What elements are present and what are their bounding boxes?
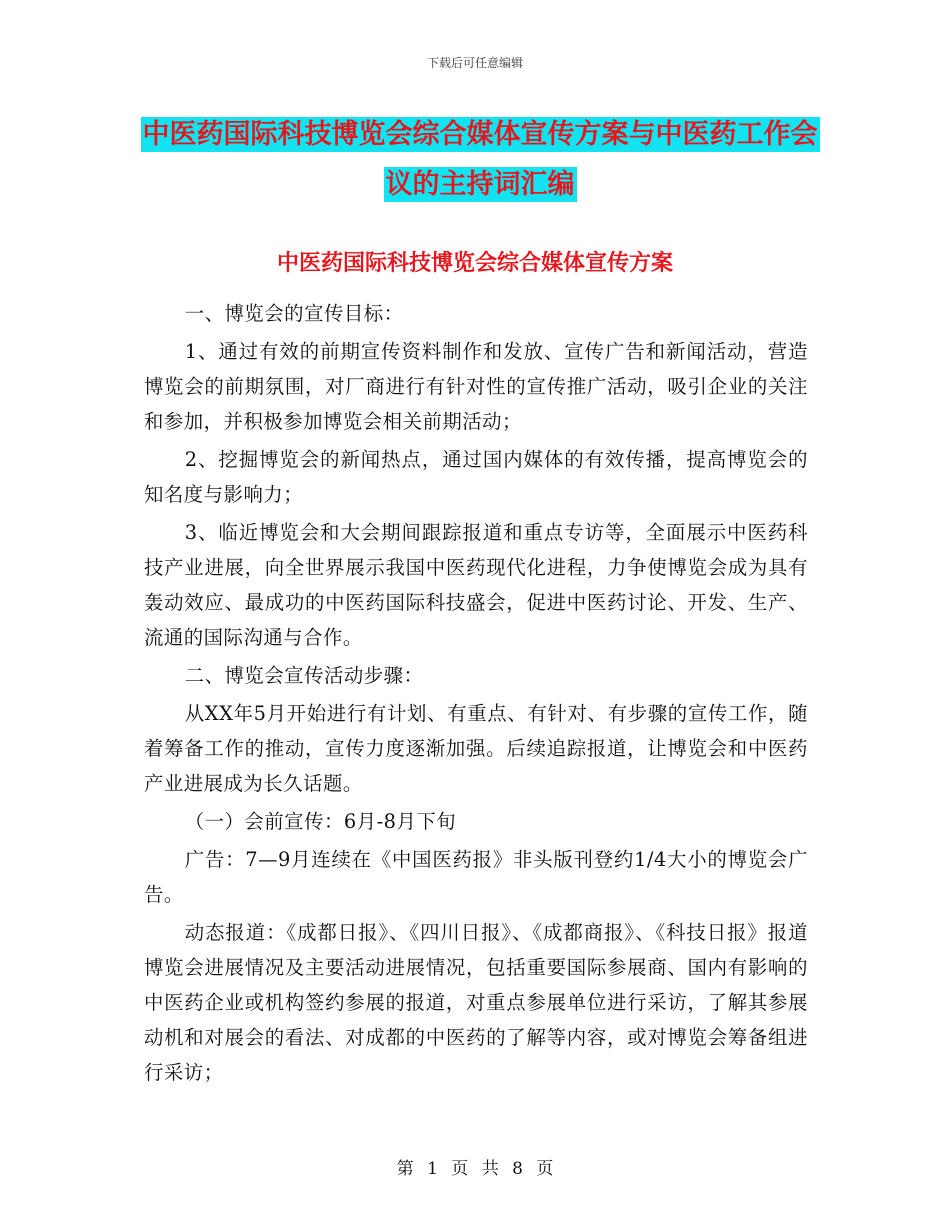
paragraph-goal-heading: 一、博览会的宣传目标： (184, 302, 404, 325)
paragraph-goal-3: 3、临近博览会和大会期间跟踪报道和重点专访等，全面展示中医药科技产业进展，向全世界展示我国中医药现代化进程，力争使博览会成为具有轰动效应、最成功的中医药国际科技盛会，促进中医药讨论、开发、生产、流通的国际沟通与合作。 (144, 521, 808, 649)
header-note: 下载后可任意编辑 (426, 56, 523, 70)
paragraph-pre-event-heading: （一）会前宣传：6月-8月下旬 (184, 810, 457, 833)
document-title-text: 中医药国际科技博览会综合媒体宣传方案与中医药工作会议的主持词汇编 (142, 119, 818, 200)
document-body (144, 296, 808, 1093)
paragraph-goal-2: 2、挖掘博览会的新闻热点，通过国内媒体的有效传播，提高博览会的知名度与影响力； (144, 448, 808, 506)
paragraph-steps-heading: 二、博览会宣传活动步骤： (184, 664, 424, 687)
section-title: 中医药国际科技博览会综合媒体宣传方案 (276, 251, 673, 276)
paragraph-news-reports: 动态报道：《成都日报》、《四川日报》、《成都商报》、《科技日报》报道博览会进展情况及主要活动进展情况，包括重要国际参展商、国内有影响的中医药企业或机构签约参展的报道，对重点参展单位进行采访，了解其参展动机和对展会的看法、对成都的中医药的了解等内容，或对博览会筹备组进行采访； (144, 921, 808, 1084)
paragraph-goal-1: 1、通过有效的前期宣传资料制作和发放、宣传广告和新闻活动，营造博览会的前期氛围，对厂商进行有针对性的宣传推广活动，吸引企业的关注和参加，并积极参加博览会相关前期活动； (144, 340, 808, 433)
paragraph-steps-intro: 从XX年5月开始进行有计划、有重点、有针对、有步骤的宣传工作，随着筹备工作的推动，宣传力度逐渐加强。后续追踪报道，让博览会和中医药产业进展成为长久话题。 (144, 702, 808, 795)
document-title (140, 110, 820, 210)
paragraph-advertising: 广告：7—9月连续在《中国医药报》非头版刊登约1/4大小的博览会广告。 (144, 848, 808, 906)
page-number: 第 1 页 共 8 页 (396, 1159, 554, 1179)
